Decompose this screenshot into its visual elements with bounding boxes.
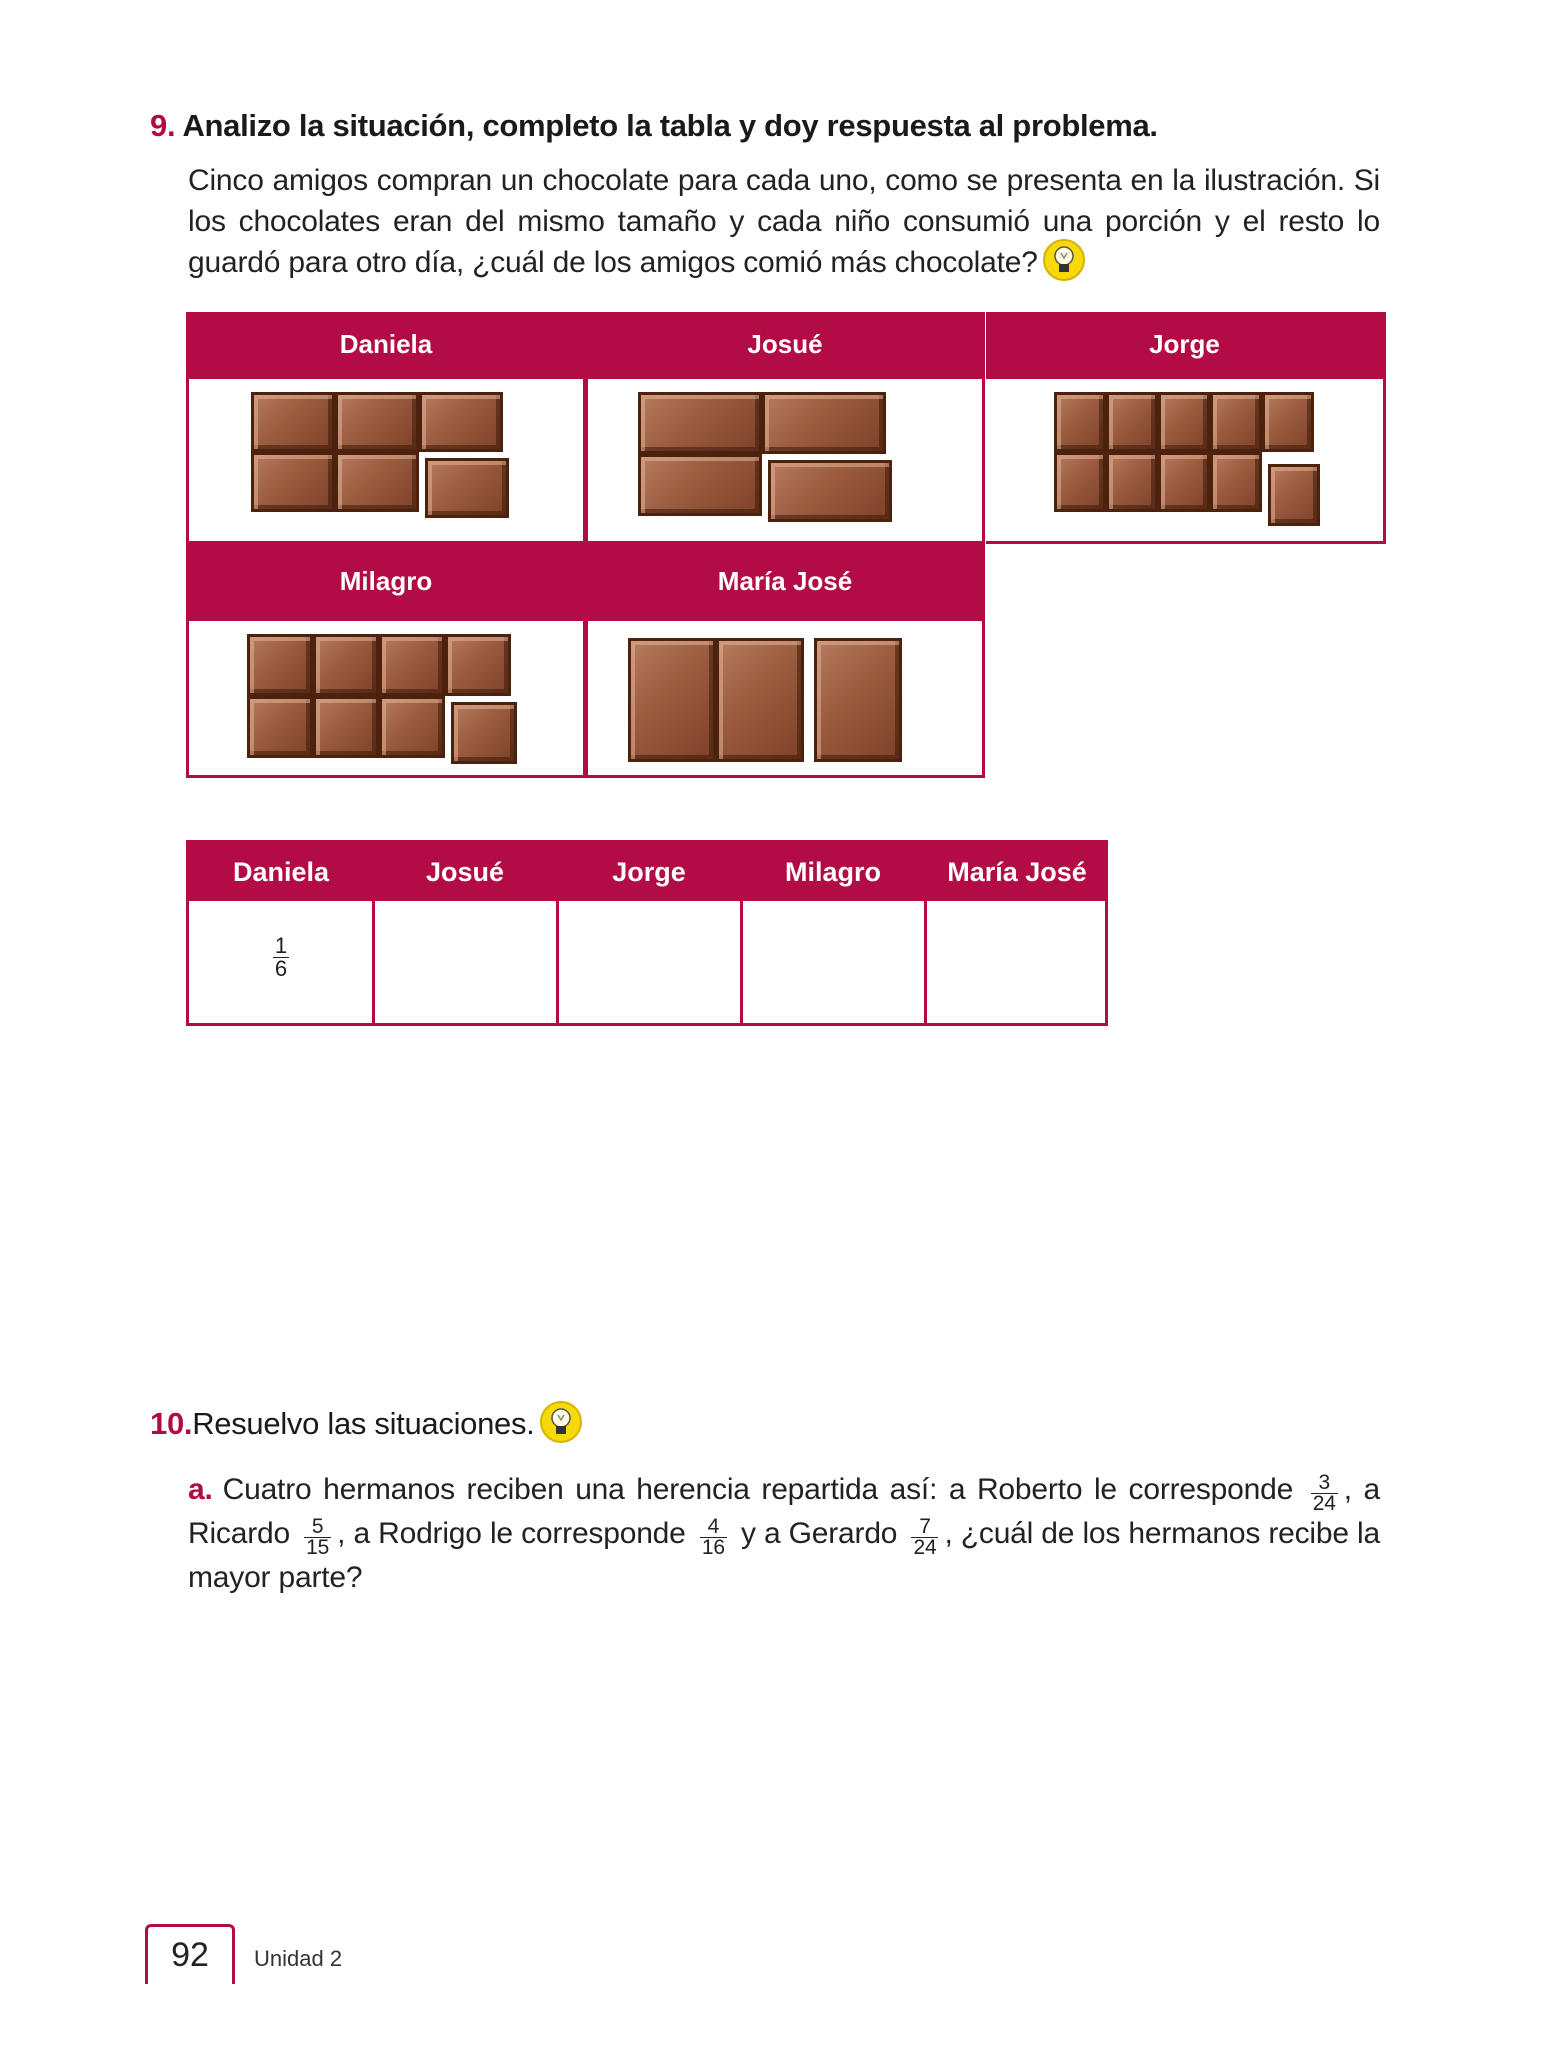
chocolate-piece xyxy=(1054,452,1106,512)
chocolate-piece xyxy=(445,634,511,696)
chocolate-piece xyxy=(451,702,517,764)
answer-column xyxy=(557,843,741,1023)
friend-name: Daniela xyxy=(189,312,583,379)
chocolate-cell-3 xyxy=(986,312,1386,544)
question-title-text: Analizo la situación, completo la tabla y doy respuesta al problema. xyxy=(182,108,1158,143)
chocolate-piece xyxy=(335,392,419,452)
friend-name: Jorge xyxy=(986,312,1383,379)
friend-name: Milagro xyxy=(189,544,583,621)
fraction-rodrigo: $\frac{4}{16}$ xyxy=(701,1514,725,1559)
answer-column xyxy=(925,843,1109,1023)
q10a-text-5: , ¿cuál de los hermanos recibe la mayor parte? xyxy=(188,1517,1380,1594)
q10a-text-2: , a Ricardo xyxy=(188,1473,1380,1550)
answer-cell[interactable] xyxy=(189,935,373,980)
answer-table xyxy=(186,840,1108,1026)
question-title-text: Resuelvo las situaciones. xyxy=(192,1406,535,1442)
page-number: 92 xyxy=(145,1924,235,1984)
column-divider xyxy=(372,843,375,1023)
q10a-text-4: y a Gerardo xyxy=(741,1517,898,1550)
answer-column xyxy=(373,843,557,1023)
chocolate-piece xyxy=(628,638,716,762)
fraction-ricardo: $\frac{5}{15}$ xyxy=(306,1514,330,1559)
unit-label: Unidad 2 xyxy=(254,1946,343,1971)
answer-column-header: Milagro xyxy=(784,856,881,887)
chocolate-piece xyxy=(638,454,762,516)
fraction-roberto: $\frac{3}{24}$ xyxy=(1312,1470,1336,1515)
chocolate-piece xyxy=(1054,392,1106,452)
question-9-body xyxy=(188,160,1380,286)
chocolate-piece xyxy=(1262,392,1314,452)
answer-column-header: Josué xyxy=(425,856,505,887)
chocolate-cell-4 xyxy=(186,544,586,778)
fraction-gerardo: $\frac{7}{24}$ xyxy=(913,1514,937,1559)
column-divider xyxy=(924,843,927,1023)
chocolate-cell-5 xyxy=(585,544,985,778)
answer-column-header: Daniela xyxy=(232,856,330,887)
column-divider xyxy=(556,843,559,1023)
chocolate-piece xyxy=(247,696,313,758)
chocolate-piece xyxy=(419,392,503,452)
friend-name: Josué xyxy=(588,312,982,379)
friend-name: María José xyxy=(588,544,982,621)
chocolate-piece xyxy=(379,634,445,696)
chocolate-piece xyxy=(1158,392,1210,452)
lightbulb-icon xyxy=(1042,238,1086,282)
question-9-title xyxy=(150,108,1158,144)
chocolate-piece xyxy=(1158,452,1210,512)
answer-column xyxy=(741,843,925,1023)
chocolate-piece xyxy=(762,392,886,454)
chocolate-piece xyxy=(379,696,445,758)
item-label: a. xyxy=(188,1473,213,1506)
chocolate-piece xyxy=(425,458,509,518)
answer-column-header: Jorge xyxy=(612,856,686,887)
q10a-text-3: , a Rodrigo le corresponde xyxy=(337,1517,686,1550)
chocolate-piece xyxy=(1210,392,1262,452)
chocolate-piece xyxy=(814,638,902,762)
chocolate-cell-1 xyxy=(186,312,586,544)
lightbulb-icon xyxy=(539,1400,583,1444)
chocolate-piece xyxy=(251,392,335,452)
question-10a xyxy=(188,1468,1380,1600)
chocolate-piece xyxy=(1106,392,1158,452)
chocolate-piece xyxy=(335,452,419,512)
column-divider xyxy=(740,843,743,1023)
answer-column-header: María José xyxy=(947,856,1087,887)
chocolate-piece xyxy=(1106,452,1158,512)
question-body-text: Cinco amigos compran un chocolate para cada uno, como se presenta en la ilustración. Si los chocolates eran del mismo tamaño y cada niño consumió una porción y el resto lo guardó para otro día, ¿cuál de los amigos comió más chocolate? xyxy=(188,164,1380,279)
chocolate-piece xyxy=(768,460,892,522)
chocolate-piece xyxy=(716,638,804,762)
chocolate-illustration-table xyxy=(186,312,1378,778)
chocolate-piece xyxy=(313,696,379,758)
chocolate-cell-2 xyxy=(585,312,985,544)
chocolate-piece xyxy=(313,634,379,696)
chocolate-piece xyxy=(251,452,335,512)
chocolate-piece xyxy=(1210,452,1262,512)
question-number: 9. xyxy=(150,108,176,143)
q10a-text-1: Cuatro hermanos reciben una herencia repartida así: a Roberto le corresponde xyxy=(222,1473,1294,1506)
question-number: 10. xyxy=(150,1406,193,1442)
question-10-title xyxy=(150,1404,583,1448)
chocolate-piece xyxy=(247,634,313,696)
answer-fraction: $\frac{1}{6}$ xyxy=(274,933,288,981)
chocolate-piece xyxy=(638,392,762,454)
chocolate-piece xyxy=(1268,464,1320,526)
answer-column xyxy=(189,843,373,1023)
